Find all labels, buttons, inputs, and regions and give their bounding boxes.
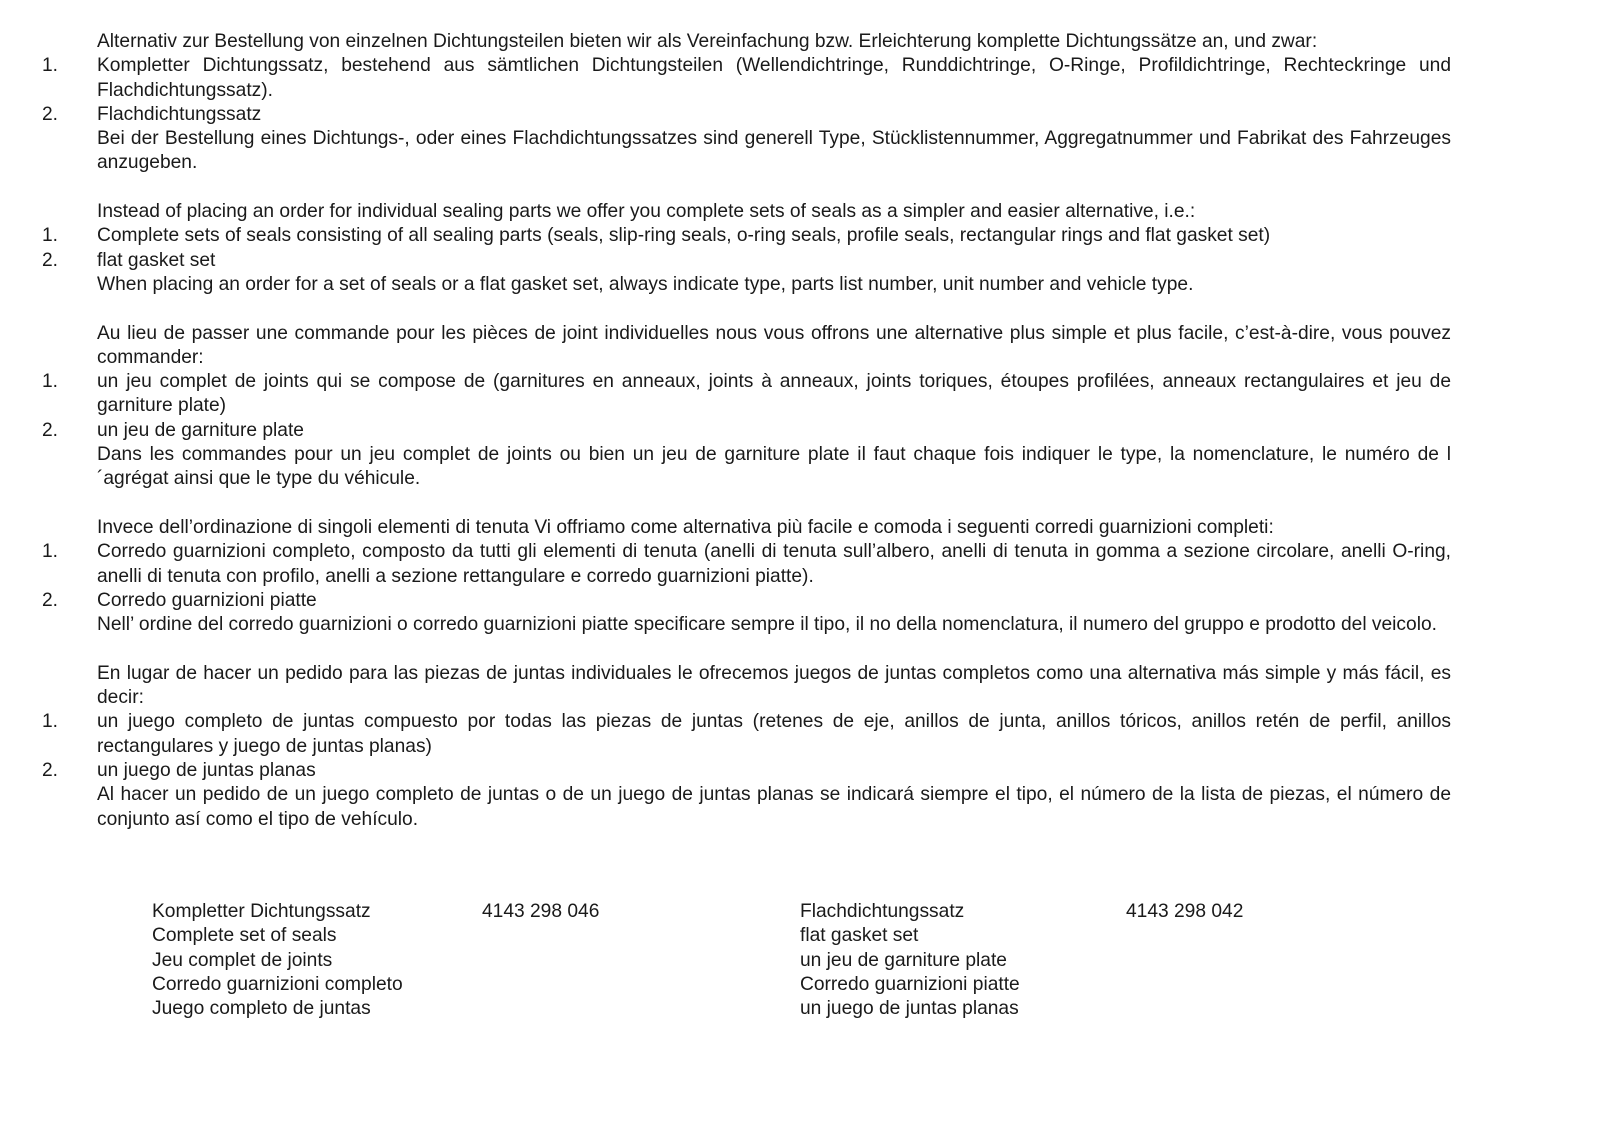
part-name: Kompletter Dichtungssatz	[152, 901, 371, 922]
section-intro: Alternativ zur Bestellung von einzelnen Dichtungsteilen bieten wir als Vereinfachung bzw. Erleichterung komplette Dichtungssätze an, und zwar:	[97, 31, 1318, 52]
part-names-complete-set	[152, 900, 403, 1021]
section-german	[0, 30, 1600, 176]
list-number: 2.	[42, 589, 59, 611]
list-item	[0, 759, 1600, 783]
list-item-text: un jeu de garniture plate	[97, 419, 304, 441]
part-name: flat gasket set	[800, 925, 919, 947]
section-italian	[0, 516, 1600, 637]
list-number: 2.	[42, 103, 59, 125]
part-name: Corredo guarnizioni completo	[152, 973, 403, 995]
section-spanish	[0, 662, 1600, 832]
document-body	[0, 30, 1600, 856]
list-item	[0, 249, 1600, 273]
list-item-text: un juego completo de juntas compuesto por todas las piezas de juntas (retenes de eje, anillos de junta, anillos tóricos, anillos retén de perfil, anillos rectangulares y juego de juntas planas)	[97, 711, 1451, 757]
list-item-text: flat gasket set	[97, 249, 216, 271]
part-number-complete-set: 4143 298 046	[482, 901, 600, 922]
section-french	[0, 322, 1600, 492]
section-english	[0, 200, 1600, 297]
section-note: Al hacer un pedido de un juego completo de juntas o de un juego de juntas planas se indicará siempre el tipo, el número de la lista de piezas, el número de conjunto así como el tipo de vehículo.	[97, 784, 1451, 830]
list-number: 1.	[42, 225, 59, 247]
list-item	[0, 540, 1600, 589]
part-name: un juego de juntas planas	[800, 998, 1019, 1020]
list-item-text: Corredo guarnizioni completo, composto da tutti gli elementi di tenuta (anelli di tenuta sull’albero, anelli di tenuta in gomma a sezione circolare, anelli O-ring, anelli di tenuta con profilo, anelli a sezione rettangulare e corredo guarnizioni piatte).	[97, 541, 1451, 587]
part-number-flat-gasket-set: 4143 298 042	[1126, 901, 1244, 922]
part-name: Juego completo de juntas	[152, 998, 371, 1020]
section-note: Dans les commandes pour un jeu complet de joints ou bien un jeu de garniture plate il faut chaque fois indiquer le type, la nomenclature, le numéro de l´agrégat ainsi que le type du véhicule.	[97, 444, 1451, 490]
list-item-text: Flachdichtungssatz	[97, 103, 262, 125]
list-number: 2.	[42, 759, 59, 781]
part-names-flat-gasket-set	[800, 900, 1020, 1021]
part-name: un jeu de garniture plate	[800, 949, 1007, 971]
section-intro: En lugar de hacer un pedido para las piezas de juntas individuales le ofrecemos juegos de juntas completos como una alternativa más simple y más fácil, es decir:	[97, 662, 1451, 709]
list-item	[0, 710, 1600, 759]
part-name: Complete set of seals	[152, 925, 337, 947]
list-item	[0, 370, 1600, 419]
section-intro: Invece dell’ordinazione di singoli elementi di tenuta Vi offriamo come alternativa più facile e comoda i seguenti corredi guarnizioni completi:	[97, 516, 1274, 538]
list-item	[0, 103, 1600, 127]
part-name: Flachdichtungssatz	[800, 901, 965, 922]
list-number: 1.	[42, 55, 59, 77]
list-number: 2.	[42, 419, 59, 441]
list-item	[0, 224, 1600, 248]
list-item-text: Kompletter Dichtungssatz, bestehend aus sämtlichen Dichtungsteilen (Wellendichtringe, Runddichtringe, O-Ringe, Profildichtringe, Rechteckringe und Flachdichtungssatz).	[97, 55, 1451, 101]
part-name: Jeu complet de joints	[152, 949, 333, 971]
list-item-text: Corredo guarnizioni piatte	[97, 589, 317, 611]
list-number: 1.	[42, 541, 59, 563]
list-number: 1.	[42, 711, 59, 733]
list-number: 1.	[42, 371, 59, 393]
section-note: Bei der Bestellung eines Dichtungs-, oder eines Flachdichtungssatzes sind generell Type, Stücklistennummer, Aggregatnummer und Fabrikat des Fahrzeuges anzugeben.	[97, 128, 1451, 174]
list-item	[0, 419, 1600, 443]
list-item-text: un juego de juntas planas	[97, 759, 316, 781]
section-intro: Instead of placing an order for individual sealing parts we offer you complete sets of seals as a simpler and easier alternative, i.e.:	[97, 201, 1196, 223]
list-number: 2.	[42, 249, 59, 271]
part-name: Corredo guarnizioni piatte	[800, 973, 1020, 995]
section-intro: Au lieu de passer une commande pour les pièces de joint individuelles nous vous offrons une alternative plus simple et plus facile, c’est-à-dire, vous pouvez commander:	[97, 322, 1451, 368]
list-item-text: un jeu complet de joints qui se compose de (garnitures en anneaux, joints à anneaux, joints toriques, étoupes profilées, anneaux rectangulaires et jeu de garniture plate)	[97, 371, 1451, 417]
list-item-text: Complete sets of seals consisting of all sealing parts (seals, slip-ring seals, o-ring seals, profile seals, rectangular rings and flat gasket set)	[97, 225, 1271, 247]
section-note: Nell’ ordine del corredo guarnizioni o corredo guarnizioni piatte specificare sempre il tipo, il no della nomenclatura, il numero del gruppo e prodotto del veicolo.	[97, 614, 1437, 636]
section-note: When placing an order for a set of seals or a flat gasket set, always indicate type, parts list number, unit number and vehicle type.	[97, 273, 1194, 295]
list-item	[0, 589, 1600, 613]
list-item	[0, 54, 1600, 103]
